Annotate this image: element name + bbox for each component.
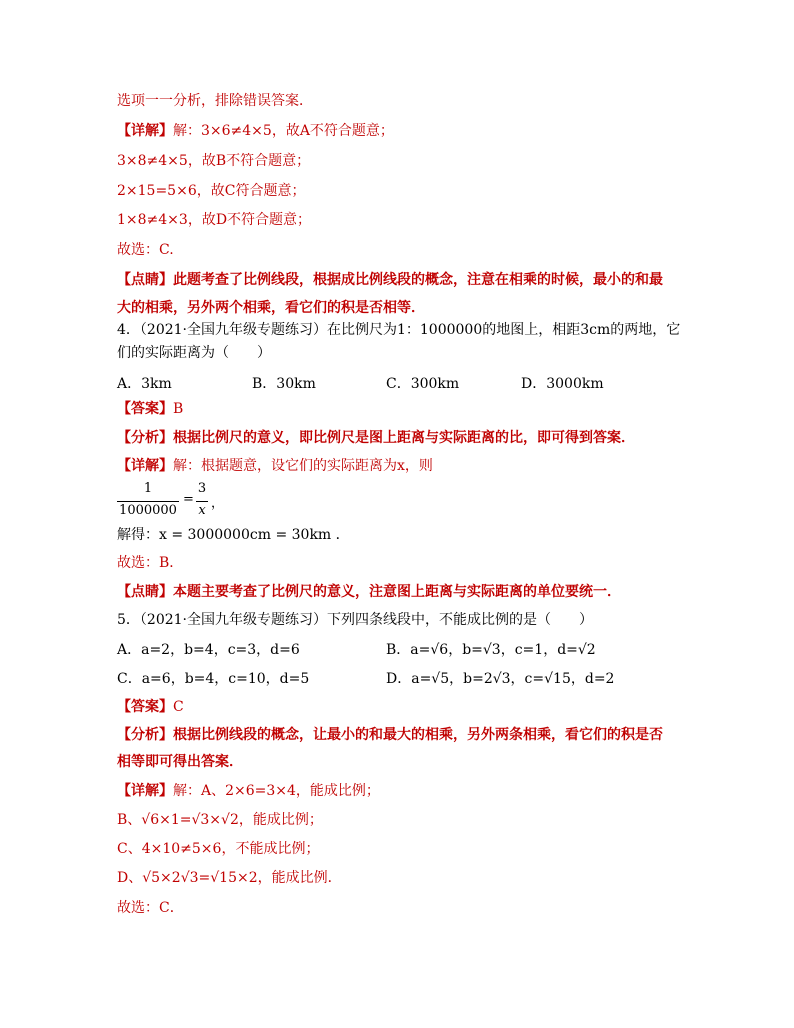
q5-option-a: A．a=2，b=4，c=3，d=6 xyxy=(117,642,300,658)
detail-tag: 【详解】 xyxy=(117,123,173,139)
q5-detail-d: D、√5×2√3=√15×2，能成比例． xyxy=(117,870,342,886)
detail-text: 解：根据题意，设它们的实际距离为x，则 xyxy=(173,458,433,474)
note-text: 本题主要考查了比例尺的意义，注意图上距离与实际距离的单位要统一． xyxy=(173,584,621,600)
q4-option-d: D．3000km xyxy=(521,376,604,392)
fraction-denominator: 1000000 xyxy=(119,503,177,518)
comma: ， xyxy=(211,496,225,511)
answer-tag: 【答案】 xyxy=(117,699,173,715)
text-line: 2×15=5×6，故C符合题意； xyxy=(117,183,306,199)
q4-choose-line: 故选：B． xyxy=(117,555,184,571)
fraction-bar xyxy=(117,501,179,502)
question-4-stem-cont: 们的实际距离为（ ） xyxy=(117,345,271,361)
detail-text: 解：A、2×6=3×4，能成比例； xyxy=(173,783,380,799)
fraction-numerator: 1 xyxy=(143,481,153,496)
analysis-tag: 【分析】 xyxy=(117,727,173,743)
note-text: 此题考查了比例线段，根据成比例线段的概念，注意在相乘的时候，最小的和最 xyxy=(173,272,663,288)
q4-option-c: C．300km xyxy=(386,376,460,392)
q4-detail-line xyxy=(117,456,433,476)
q4-option-b: B．30km xyxy=(252,376,316,392)
text-line: 选项一一分析，排除错误答案． xyxy=(117,93,313,109)
q5-choose-line: 故选：C． xyxy=(117,900,184,916)
note-line xyxy=(117,270,663,290)
analysis-text: 根据比例线段的概念，让最小的和最大的相乘，另外两条相乘，看它们的积是否 xyxy=(173,727,663,743)
answer-value: C xyxy=(173,699,184,715)
detail-tag: 【详解】 xyxy=(117,783,173,799)
fraction-numerator-2: 3 xyxy=(197,481,207,496)
text-line: 故选：C. xyxy=(117,242,174,258)
q5-option-c: C．a=6，b=4，c=10，d=5 xyxy=(117,671,310,687)
text-line: 3×8≠4×5，故B不符合题意； xyxy=(117,153,311,169)
q4-analysis-line xyxy=(117,428,635,448)
analysis-tag: 【分析】 xyxy=(117,430,173,446)
answer-tag: 【答案】 xyxy=(117,401,173,417)
fraction-denominator-2: x xyxy=(198,503,206,518)
detail-text: 解：3×6≠4×5，故A不符合题意； xyxy=(173,123,394,139)
q5-option-d: D．a=√5，b=2√3，c=√15，d=2 xyxy=(386,671,615,687)
analysis-text: 根据比例尺的意义，即比例尺是图上距离与实际距离的比，即可得到答案． xyxy=(173,430,635,446)
detail-tag: 【详解】 xyxy=(117,458,173,474)
detail-line xyxy=(117,121,394,141)
q5-detail-b: B、√6×1=√3×√2，能成比例； xyxy=(117,812,323,828)
q4-answer-line xyxy=(117,399,183,419)
q5-detail-line xyxy=(117,781,380,801)
question-4-stem: 4．（2021·全国九年级专题练习）在比例尺为1：1000000的地图上，相距3cm的两地，它 xyxy=(117,322,681,338)
q5-option-b: B．a=√6，b=√3，c=1，d=√2 xyxy=(386,642,596,658)
answer-value: B xyxy=(173,401,184,417)
q5-detail-c: C、4×10≠5×6，不能成比例； xyxy=(117,841,320,857)
note-tag: 【点睛】 xyxy=(117,584,173,600)
text-line: 大的相乘，另外两个相乘，看它们的积是否相等． xyxy=(117,300,425,316)
q5-analysis-cont: 相等即可得出答案． xyxy=(117,754,243,770)
note-tag: 【点睛】 xyxy=(117,272,173,288)
text-line: 1×8≠4×3，故D不符合题意； xyxy=(117,212,312,228)
q5-analysis-line xyxy=(117,725,663,745)
q4-note-line xyxy=(117,582,621,602)
question-5-stem: 5．（2021·全国九年级专题练习）下列四条线段中，不能成比例的是（ ） xyxy=(117,612,593,628)
fraction-bar-2 xyxy=(196,501,208,502)
q5-answer-line xyxy=(117,697,184,717)
q4-option-a: A．3km xyxy=(117,376,172,392)
q4-solve-line: 解得：x = 3000000cm = 30km ． xyxy=(117,527,350,543)
equals-sign: = xyxy=(183,492,194,507)
fraction-equation xyxy=(117,481,225,523)
